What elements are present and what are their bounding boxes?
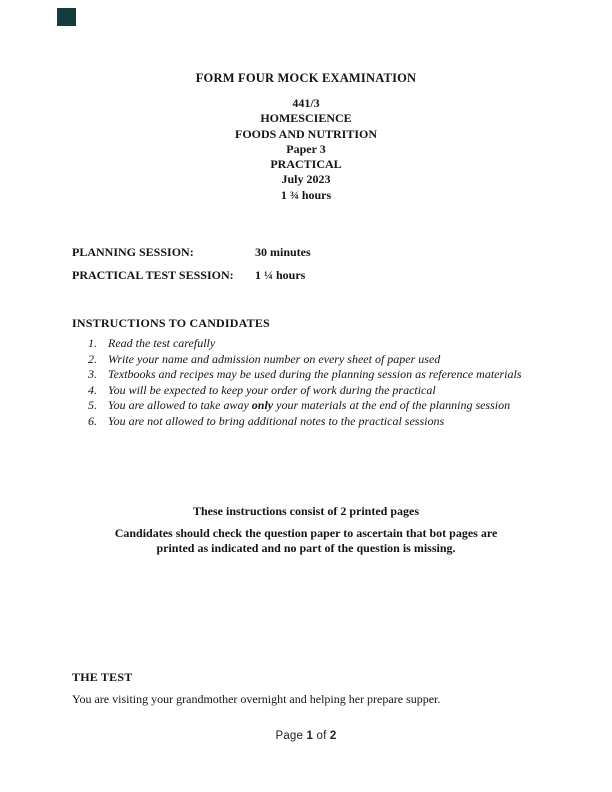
instruction-number: 6. bbox=[88, 413, 97, 428]
planning-session-value: 30 minutes bbox=[255, 245, 311, 259]
instruction-text bbox=[108, 367, 522, 381]
practical-session-label: PRACTICAL TEST SESSION: bbox=[72, 268, 234, 282]
instruction-item bbox=[88, 383, 572, 399]
instruction-number: 3. bbox=[88, 367, 97, 381]
footer-page-word: Page bbox=[275, 730, 307, 742]
instruction-item bbox=[88, 352, 572, 368]
exam-duration: 1 ¾ hours bbox=[280, 187, 332, 202]
page-footer bbox=[0, 730, 612, 742]
instruction-text bbox=[108, 398, 510, 412]
instruction-number: 2. bbox=[88, 351, 97, 366]
exam-title: FORM FOUR MOCK EXAMINATION bbox=[195, 71, 417, 85]
instruction-text-part: Read the test carefully bbox=[108, 336, 216, 350]
instruction-item bbox=[88, 414, 572, 430]
instruction-number: 1. bbox=[88, 336, 97, 350]
subject-name: HOMESCIENCE bbox=[260, 111, 352, 126]
instruction-item bbox=[88, 336, 572, 352]
test-intro-text: You are visiting your grandmother overnight and helping her prepare supper. bbox=[72, 692, 441, 706]
instruction-item bbox=[88, 398, 572, 414]
footer-of-word: of bbox=[313, 730, 330, 742]
instruction-text-bold: only bbox=[251, 398, 274, 412]
note-check-paper-line1: Candidates should check the question paper to ascertain that bot pages are bbox=[114, 526, 498, 540]
exam-date: July 2023 bbox=[281, 172, 331, 187]
instructions-list bbox=[88, 336, 572, 429]
note-check-paper-line2: printed as indicated and no part of the question is missing. bbox=[156, 541, 456, 556]
instruction-text-part: Textbooks and recipes may be used during the planning session as reference materials bbox=[108, 367, 522, 381]
instruction-text-part: You are allowed to take away bbox=[108, 398, 252, 412]
instructions-heading: INSTRUCTIONS TO CANDIDATES bbox=[72, 316, 270, 330]
instruction-text-part: your materials at the end of the planning session bbox=[273, 398, 511, 412]
practical-session-row bbox=[72, 268, 305, 283]
instruction-text bbox=[108, 352, 440, 366]
instruction-text bbox=[108, 383, 436, 397]
paper-type: PRACTICAL bbox=[270, 157, 342, 172]
footer-page-number: 1 bbox=[306, 730, 314, 742]
planning-session-row bbox=[72, 245, 311, 260]
planning-session-label: PLANNING SESSION: bbox=[72, 245, 194, 259]
note-check-paper bbox=[0, 526, 612, 556]
paper-code: 441/3 bbox=[292, 96, 320, 110]
test-section-heading: THE TEST bbox=[72, 670, 133, 684]
subject-option: FOODS AND NUTRITION bbox=[234, 126, 378, 141]
instruction-number: 4. bbox=[88, 382, 97, 397]
scan-artifact-mark bbox=[57, 8, 76, 26]
note-printed-pages: These instructions consist of 2 printed pages bbox=[192, 504, 419, 518]
instruction-text-part: You will be expected to keep your order of work during the practical bbox=[108, 382, 436, 397]
exam-header-block bbox=[0, 96, 612, 203]
paper-number: Paper 3 bbox=[286, 141, 326, 156]
instruction-number: 5. bbox=[88, 398, 97, 412]
instruction-text bbox=[108, 414, 444, 428]
footer-total-pages: 2 bbox=[329, 730, 337, 742]
instruction-item bbox=[88, 367, 572, 383]
practical-session-value: 1 ¼ hours bbox=[255, 268, 306, 282]
instruction-text bbox=[108, 336, 215, 350]
instruction-text-part: Write your name and admission number on every sheet of paper used bbox=[108, 351, 441, 366]
instruction-text-part: You are not allowed to bring additional notes to the practical sessions bbox=[108, 413, 445, 428]
